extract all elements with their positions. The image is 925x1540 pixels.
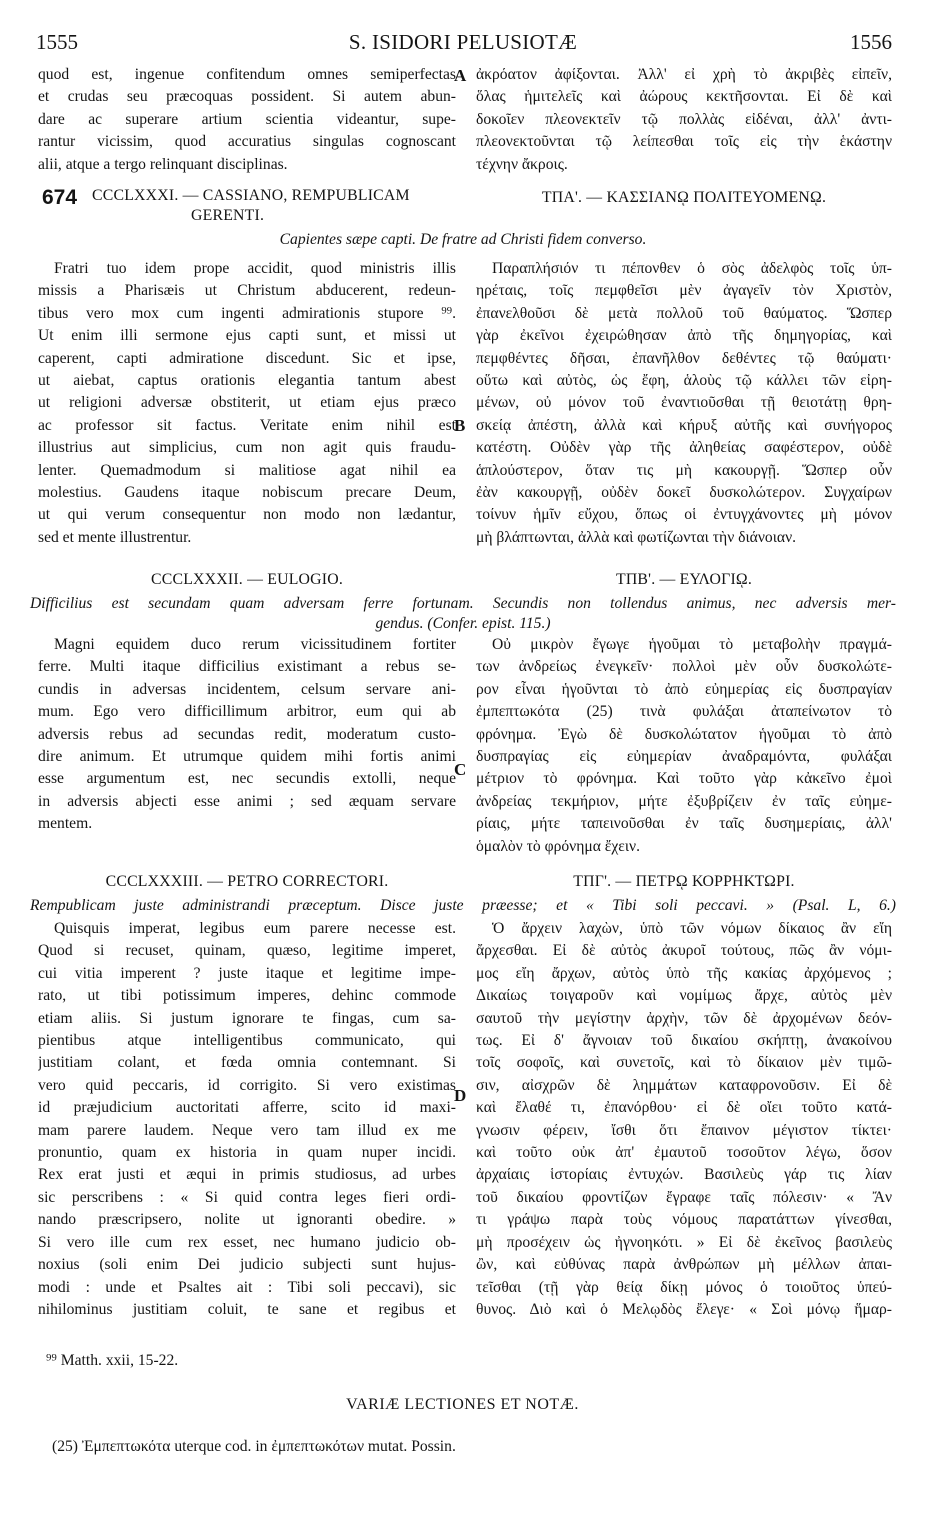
margin-letter-b: B <box>454 416 466 435</box>
text-line: sic perscribens : « Si quid contra leges fieri ordi- <box>38 1188 456 1206</box>
text-line: ὁμαλὸν τὸ φρόνημα ἔχειν. <box>476 837 640 855</box>
text-line: γνωσιν φέρειν, ἴσθι ὅτι ἔπαινον μέγιστον τίκτει· <box>476 1121 892 1139</box>
text-line: τως. Εἰ δ' ἄγνοιαν τοῦ δικαίου σκήπτῃ, ἀνακοίνου <box>476 1032 892 1050</box>
text-line: alii, atque a tergo relinquant disciplinas. <box>38 155 288 173</box>
text-line: τοῦ δικαίου φροντίζων ἔγραφε ταῖς πόλεσιν· « Ἄν <box>476 1188 892 1206</box>
text-line: cui vitia imperent ? juste itaque et legitime impe- <box>38 964 456 982</box>
text-line: et crudas seu præcoquas possident. Si autem abun- <box>38 88 456 106</box>
letter-381-summary: Capientes sæpe capti. De fratre ad Christi fidem converso. <box>279 231 647 248</box>
text-line: lenter. Quemadmodum si malitiose agat nihil ea <box>38 461 456 479</box>
text-line: missis a Pharisæis ut Christum abducerent, redeun- <box>38 282 456 300</box>
letter-383-greek <box>476 918 892 1321</box>
footnote: ⁹⁹ Matth. xxii, 15-22. <box>46 1352 179 1369</box>
text-line: Δικαίως τοιγαροῦν καὶ νομίμως ἄρχε, αὐτὸς μὲν <box>476 987 892 1005</box>
text-line: etiam aliis. Si justum ignorare te fingas, cum sa- <box>38 1009 456 1027</box>
text-line: μὴ προσέχειν ὡς ἠγνοηκότι. » Εἰ δὲ ἐκεῖνος βασιλεὺς <box>476 1233 892 1251</box>
text-line: dire animum. Et utrumque quidem mihi fortis animi <box>38 748 456 766</box>
letter-383-summary: Rempublicam juste administrandi præceptum. Disce juste præesse; et « Tibi soli peccavi. » (Psal. L, 6.) <box>30 897 896 914</box>
text-line: οὕτω καὶ αὐτὸς, ὡς ἔφη, ἁλοὺς τῷ κάλλει τῶν εἰρη- <box>476 372 892 390</box>
text-line: adversis rebus ad secundas redit, moderatum custo- <box>38 725 456 743</box>
letter-381-latin-title <box>92 186 462 226</box>
text-line: ἀνδρείας τεκμήριον, μήτε ἐξυβρίζειν ἐν ταῖς εὐημε- <box>476 792 892 810</box>
text-line: πλεονεκτοῦνται τῷ λείπεσθαι τοῖς εἰς τὴν ἑκάστην <box>476 133 892 151</box>
text-line: caperent, capti admiratione discedunt. Sic et ipse, <box>38 349 456 367</box>
title-line: CCCLXXXI. — CASSIANO, REMPUBLICAM <box>92 187 410 204</box>
text-line: Magni equidem duco rerum vicissitudinem fortiter <box>54 636 456 653</box>
letter-381-greek <box>476 258 892 549</box>
text-line: ἐπανελθοῦσι δὲ μετὰ πολλοῦ τοῦ θαύματος. Ὥσπερ <box>476 304 892 322</box>
intro-greek <box>476 64 892 176</box>
letter-381-latin <box>38 258 456 549</box>
text-line: ἀκρόατον ἀφίξονται. Ἀλλ' εἰ χρὴ τὸ ἀκριβὲς εἰπεῖν, <box>476 66 892 83</box>
letter-381-greek-title: ΤΠΑ'. — ΚΑΣΣΙΑΝῼ ΠΟΛΙΤΕΥΟΜΕΝῼ. <box>541 189 827 206</box>
text-line: molestius. Gaudens itaque nobiscum precare Deum, <box>38 484 456 502</box>
text-line: φρόνημα. Ἐγὼ δὲ δυσκολώτατον ἡγοῦμαι τὸ ἀπὸ <box>476 725 892 743</box>
text-line: τοῖς σοφοῖς, καὶ συνετοῖς, καὶ τὸ δίκαιον μὲν τιμῶ- <box>476 1054 892 1072</box>
title-line: GERENTI. <box>191 207 265 224</box>
text-line: τοίνυν ἡμῖν εὔχου, ὅπως οἱ ἐντυγχάνοντες μὴ μόνον <box>476 506 892 524</box>
text-line: pronuntio, quam ex historia in quam nuper incidi. <box>38 1144 456 1162</box>
text-line: ut religioni adversæ obstiterit, ut etiam ejus præco <box>38 394 456 412</box>
running-title: S. ISIDORI PELUSIOTÆ <box>348 30 578 54</box>
text-line: Si vero ille cum rex esset, nec humano judicio ob- <box>38 1233 456 1251</box>
right-page-number: 1556 <box>850 30 892 54</box>
text-line: πεμφθέντες δῆσαι, ἐπανῆλθον δεθέντες τῷ θαύματι· <box>476 349 892 367</box>
text-line: dare ac superare artium scientia videantur, supe- <box>38 110 456 128</box>
text-line: των ἀνδρείως ἐνεγκεῖν· πολλοὶ μὲν οὖν δυσκολώτε- <box>476 658 892 676</box>
text-line: cundis in adversas incidentem, celsum servare ani- <box>38 680 456 698</box>
text-line: μένων, οὐ μόνον τοῦ ἐναντιοῦσθαι τῇ θειοτάτῃ θρη- <box>476 394 892 412</box>
letter-383-latin <box>38 918 456 1321</box>
text-line: ἐὰν κακουργῇ, οὐδὲν δοκεῖ δυσκολώτερον. Συγχαίρων <box>476 484 892 502</box>
text-line: nando præscripsero, nolite ut ignoranti obedire. » <box>38 1211 456 1229</box>
text-line: Quisquis imperat, legibus eum parere necesse est. <box>54 920 456 937</box>
text-line: σιν, αἰσχρῶν δὲ λημμάτων καταφρονοῦσιν. Εἰ δὲ <box>476 1076 892 1094</box>
text-line: μέτριον τὸ φρόνημα. Καὶ τοῦτο γὰρ κἀκεῖνο ἐμοὶ <box>476 770 892 788</box>
text-line: σαυτοῦ τὴν μεγίστην ἀρχὴν, τῶν δὲ ἀρχομένων δεόν- <box>476 1009 892 1027</box>
text-line: Rex erat justi et æqui in primis studiosus, ad urbes <box>38 1166 456 1184</box>
letter-382-greek <box>476 634 892 858</box>
text-line: justitiam colant, et fœda omnia contemnant. Si <box>38 1054 456 1072</box>
text-line: Ut enim illi sermone ejus capti sunt, et missi ut <box>38 327 456 345</box>
text-line: τι γράψω παρὰ τοὺς νόμους παρατάττων γίνεσθαι, <box>476 1211 892 1229</box>
text-line: ηρέταις, τοῖς πεμφθεῖσι μὲν ἀγαγεῖν τὸν Χριστὸν, <box>476 282 892 300</box>
text-line: ἀρχαίαις ἱστορίαις ἐντυχών. Βασιλεὺς γάρ τις λίαν <box>476 1166 892 1184</box>
text-line: Οὐ μικρὸν ἔγωγε ἡγοῦμαι τὸ μεταβολὴν πραγμά- <box>492 636 892 653</box>
text-line: sed et mente illustrentur. <box>38 528 192 546</box>
margin-letter-c: C <box>454 760 467 779</box>
text-line: noxius (soli enim Dei judicio subjecti sunt hujus- <box>38 1256 456 1274</box>
running-header <box>30 30 896 60</box>
text-line: id præjudicium auctoritati afferre, scito id maxi- <box>38 1099 456 1117</box>
letter-382-summary-line1: Difficilius est secundam quam adversam ferre fortunam. Secundis non tollendus animus, nec adversis mer- <box>30 595 896 612</box>
text-line: Παραπλήσιόν τι πέπονθεν ὁ σὸς ἀδελφὸς τοῖς ὑπ- <box>492 260 892 277</box>
text-line: θυνος. Διὸ καὶ ὁ Μελῳδὸς ἔλεγε· « Σοὶ μόνῳ ἥμαρ- <box>476 1300 892 1318</box>
text-line: pientibus atque intelligentibus communicato, qui <box>38 1032 456 1050</box>
text-line: μος εἴη ἄρχων, αὐτὸς ὑπὸ τῆς κακίας ἀρχόμενος ; <box>476 964 892 982</box>
text-line: modi : unde et Psaltes ait : Tibi soli peccavi), sic <box>38 1278 456 1296</box>
margin-letter-a: A <box>454 66 467 85</box>
letter-383-latin-title: CCCLXXXIII. — PETRO CORRECTORI. <box>105 873 389 890</box>
variant-note: (25) Ἐμπεπτωκότα uterque cod. in ἐμπεπτωκότων mutat. Possin. <box>52 1438 456 1455</box>
text-line: Fratri tuo idem prope accidit, quod ministris illis <box>54 260 456 277</box>
text-line: δοκοῖεν πλεονεκτεῖν τῷ πολλὰς εἰδέναι, ἀλλ' ἀντι- <box>476 110 892 128</box>
margin-letter-d: D <box>454 1086 467 1105</box>
text-line: ἄρχεσθαι. Εἰ δὲ αὐτὸς ἀκυροῖ τούτους, πῶς ἂν νόμι- <box>476 942 892 960</box>
text-line: mam parere laudem. Neque vero tam illud ex me <box>38 1121 456 1139</box>
text-line: ὅλας ἡμιτελεῖς καὶ ἀώρους κεκτῆσονται. Εἰ δὲ καὶ <box>476 88 892 106</box>
letter-382-latin <box>38 634 456 836</box>
text-line: Quod si recuset, quinam, quæso, legitime imperet, <box>38 942 456 960</box>
text-line: Ὁ ἄρχειν λαχὼν, ὑπὸ τῶν νόμων δίκαιος ἂν εἴη <box>492 920 892 937</box>
text-line: δυσπραγίας εἰς εὐημερίαν ἀναδραμόντα, φυλάξαι <box>476 748 892 766</box>
text-line: esse argumentum est, nec secundis extolli, neque <box>38 770 456 788</box>
text-line: μὴ βλάπτωνται, ἀλλὰ καὶ φωτίζωνται τὴν διάνοιαν. <box>476 528 797 546</box>
text-line: καὶ ἔλαθέ τι, ἐπανόρθου· εἰ δὲ οἴει τοῦτο κατά- <box>476 1099 892 1117</box>
text-line: ἁπλούστερον, ὅταν τις μὴ κακουργῇ. Ὥσπερ οὖν <box>476 461 892 479</box>
left-page-number: 1555 <box>36 30 78 54</box>
text-line: ut aiebat, captus orationis elegantia tantum abest <box>38 372 456 390</box>
text-line: τέχνην ἄκροις. <box>476 155 568 173</box>
text-line: γὰρ ἐκεῖνοι ἐχειρώθησαν ἀπὸ τῆς δημηγορίας, καὶ <box>476 327 892 345</box>
text-line: ferre. Multi itaque difficilius existimant a rebus se- <box>38 658 456 676</box>
text-line: σκείᾳ ἀπέστη, ἀλλὰ καὶ κήρυξ αὐτῆς καὶ συνήγορος <box>476 416 892 434</box>
text-line: ac professor sit factus. Veritate enim nihil est <box>38 416 456 434</box>
letter-382-greek-title: ΤΠΒ'. — ΕΥΛΟΓΙῼ. <box>615 571 753 588</box>
letter-382-summary-line2: gendus. (Confer. epist. 115.) <box>375 615 551 632</box>
text-line: ut qui verum consequentur non modo non lædantur, <box>38 506 456 524</box>
text-line: illustrius aut simplicius, cum non agit quis fraudu- <box>38 439 456 457</box>
intro-latin <box>38 64 456 176</box>
text-line: rantur vicissim, quod accuratius singulas cognoscant <box>38 133 456 151</box>
text-line: καὶ τοῦτο οὐκ ἀπ' ἐμαυτοῦ τοσοῦτον λέγω, ὅσον <box>476 1144 892 1162</box>
notes-title: VARIÆ LECTIONES ET NOTÆ. <box>346 1396 579 1413</box>
text-line: vero quid peccaris, id corrigito. Si vero existimas <box>38 1076 456 1094</box>
text-line: in adversis abjecti esse animi ; sed æquam servare <box>38 792 456 810</box>
letter-383-greek-title: ΤΠΓ'. — ΠΕΤΡῼ ΚΟΡΡΗΚΤΩΡΙ. <box>573 873 795 890</box>
text-line: τεῖσθαι (τῇ γὰρ θείᾳ δίκῃ μόνος ὁ τοιοῦτος ὑπεύ- <box>476 1278 892 1296</box>
text-line: mum. Ego vero difficillimum arbitror, eum qui ab <box>38 703 456 721</box>
column-number: 674 <box>42 186 78 209</box>
text-line: ὢν, καὶ εὐθύνας παρὰ ἀνθρώπων μὴ μέλλων ἀπαι- <box>476 1256 892 1274</box>
text-line: ρίαις, μήτε ταπεινοῦσθαι ἐν ταῖς δυσημερίαις, ἀλλ' <box>476 815 892 833</box>
text-line: tibus vero mox cum ingenti admirationis stupore ⁹⁹. <box>38 304 456 322</box>
letter-382-latin-title: CCCLXXXII. — EULOGIO. <box>151 571 343 588</box>
text-line: nihilominus justitiam coluit, te sane et regibus et <box>38 1300 456 1318</box>
text-line: rato, ut tibi potissimum imperes, dehinc commode <box>38 987 456 1005</box>
text-line: κατέστη. Οὐδὲν γὰρ τῆς ἀληθείας σαφέστερον, οὐδὲ <box>476 439 892 457</box>
text-line: ρον εἶναι ἡγοῦνται τὸ ἀπὸ εὐημερίας εἰς δυσπραγίαν <box>476 680 892 698</box>
text-line: ἐμπεπτωκότα (25) τινὰ φυλάξαι ἀταπείνωτον τὸ <box>476 703 892 721</box>
text-line: mentem. <box>38 815 93 833</box>
text-line: quod est, ingenue confitendum omnes semiperfectas <box>38 66 456 83</box>
